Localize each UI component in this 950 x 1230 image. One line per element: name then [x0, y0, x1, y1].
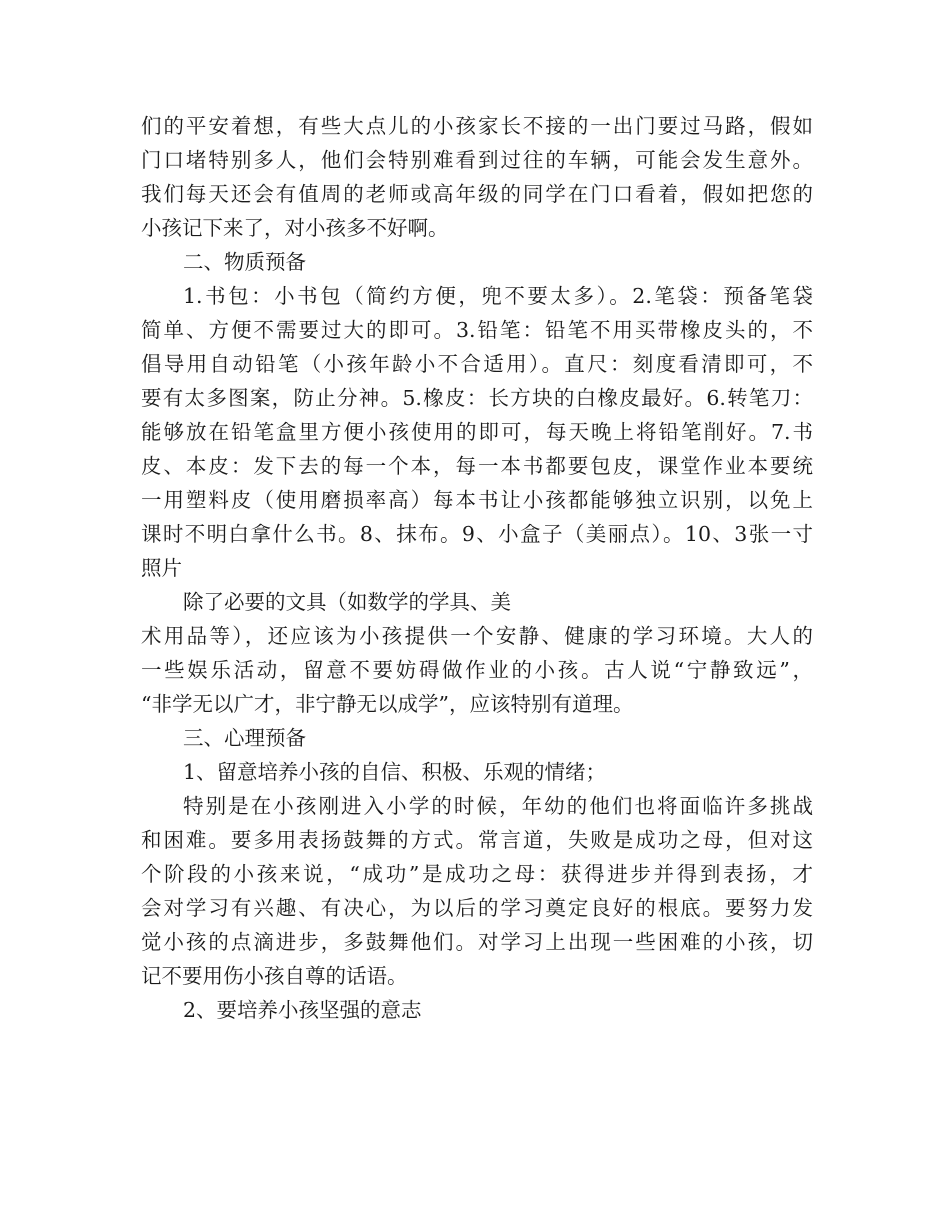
paragraph-line: 课时不明白拿什么书。8、抹布。9、小盒子（美丽点）。10、3张一寸	[141, 522, 813, 546]
paragraph-line: 简单、方便不需要过大的即可。3.铅笔：铅笔不用买带橡皮头的，不	[141, 318, 813, 342]
paragraph-line: 一些娱乐活动，留意不要妨碍做作业的小孩。古人说“宁静致远”，	[141, 658, 813, 682]
paragraph-line: 照片	[141, 556, 182, 580]
document-body	[141, 109, 813, 1027]
paragraph-line: 会对学习有兴趣、有决心，为以后的学习奠定良好的根底。要努力发	[141, 896, 813, 920]
paragraph-line: 1.书包：小书包（简约方便，兜不要太多）。2.笔袋：预备笔袋	[183, 284, 813, 308]
paragraph-line: 除了必要的文具（如数学的学具、美	[183, 590, 511, 614]
paragraph-line: 和困难。要多用表扬鼓舞的方式。常言道，失败是成功之母，但对这	[141, 828, 813, 852]
paragraph-line: 个阶段的小孩来说，“成功”是成功之母：获得进步并得到表扬，才	[141, 862, 813, 886]
paragraph-line: 一用塑料皮（使用磨损率高）每本书让小孩都能够独立识别，以免上	[141, 488, 813, 512]
paragraph-line: 们的平安着想，有些大点儿的小孩家长不接的一出门要过马路，假如	[141, 114, 813, 138]
paragraph-line: 觉小孩的点滴进步，多鼓舞他们。对学习上出现一些困难的小孩，切	[141, 930, 813, 954]
paragraph-line: 门口堵特别多人，他们会特别难看到过往的车辆，可能会发生意外。	[141, 148, 813, 172]
paragraph-line: 要有太多图案，防止分神。5.橡皮：长方块的白橡皮最好。6.转笔刀：	[141, 386, 813, 410]
paragraph-line: 记不要用伤小孩自尊的话语。	[141, 964, 408, 988]
paragraph-line: 能够放在铅笔盒里方便小孩使用的即可，每天晚上将铅笔削好。7.书	[141, 420, 813, 444]
subsection-heading-willpower: 2、要培养小孩坚强的意志	[183, 998, 422, 1022]
section-heading-materials: 二、物质预备	[183, 250, 306, 274]
paragraph-line: 小孩记下来了，对小孩多不好啊。	[141, 216, 449, 240]
paragraph-line: 倡导用自动铅笔（小孩年龄小不合适用）。直尺：刻度看清即可，不	[141, 352, 813, 376]
paragraph-line: 皮、本皮：发下去的每一个本，每一本书都要包皮，课堂作业本要统	[141, 454, 813, 478]
section-heading-psychology: 三、心理预备	[183, 726, 306, 750]
paragraph-line: 特别是在小孩刚进入小学的时候，年幼的他们也将面临许多挑战	[183, 794, 813, 818]
paragraph-line: 我们每天还会有值周的老师或高年级的同学在门口看着，假如把您的	[141, 182, 813, 206]
paragraph-line: 术用品等），还应该为小孩提供一个安静、健康的学习环境。大人的	[141, 624, 813, 648]
subsection-heading-confidence: 1、留意培养小孩的自信、积极、乐观的情绪；	[183, 760, 607, 784]
paragraph-line: “非学无以广才，非宁静无以成学”，应该特别有道理。	[141, 692, 634, 716]
